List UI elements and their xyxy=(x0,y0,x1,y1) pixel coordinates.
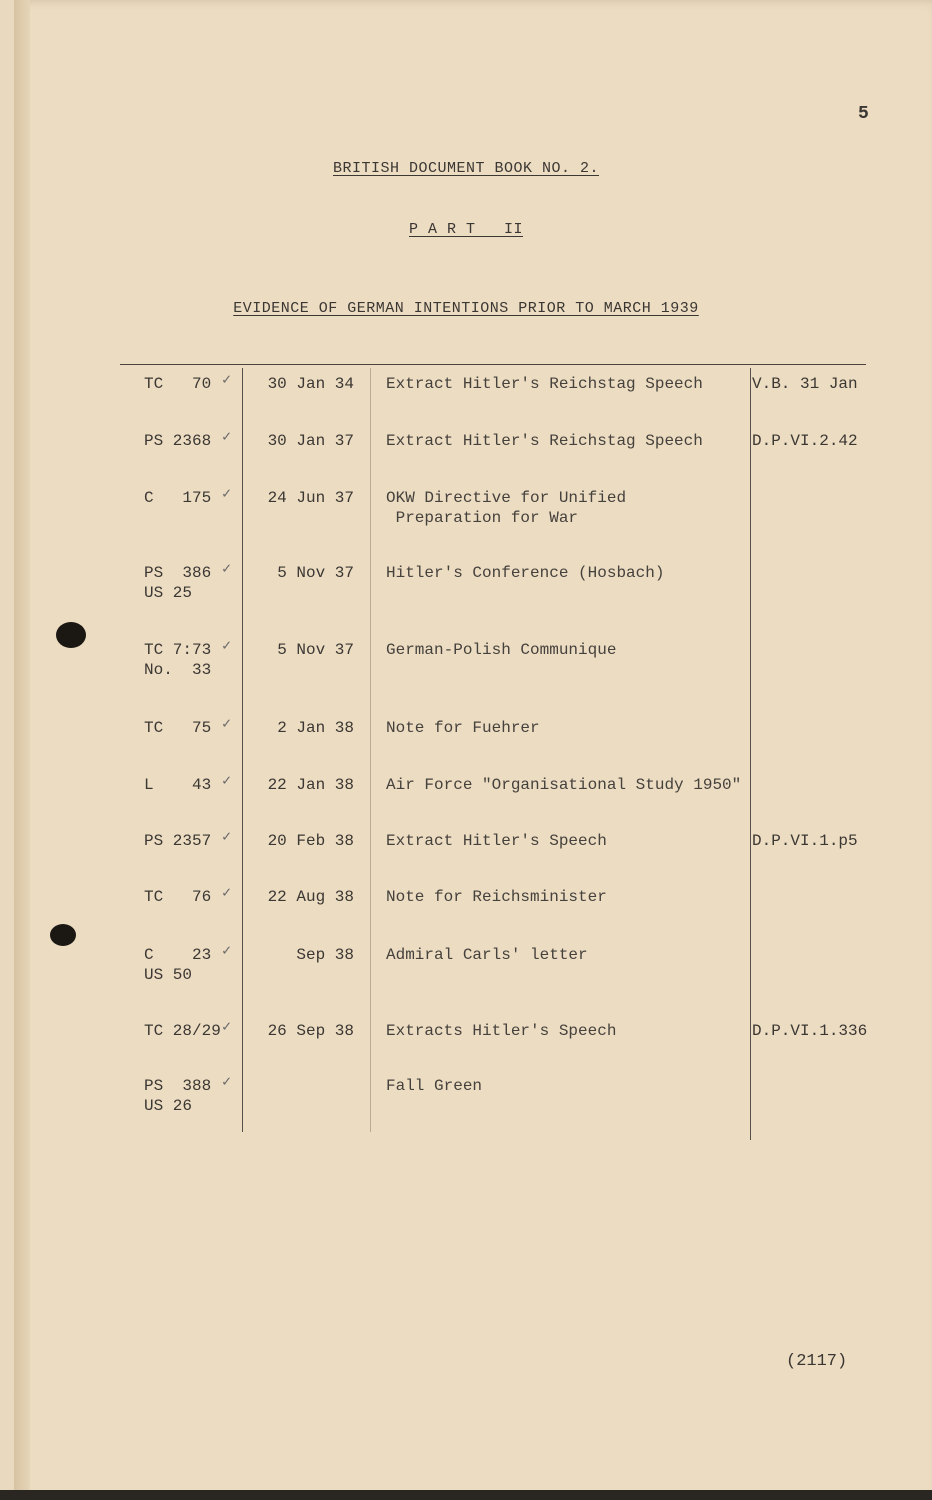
column-divider-ref xyxy=(242,368,243,1132)
check-mark-icon: ✓ xyxy=(222,429,232,446)
row-ref-line: PS 388 xyxy=(144,1077,212,1095)
row-ref-line: PS 2357 xyxy=(144,832,212,850)
row-date xyxy=(254,374,354,394)
row-desc xyxy=(386,374,746,394)
row-desc xyxy=(386,831,746,851)
row-src-line: V.B. 31 Jan xyxy=(752,375,858,393)
check-mark-icon: ✓ xyxy=(222,561,232,578)
row-ref xyxy=(144,374,220,394)
row-desc-line: Note for Reichsminister xyxy=(386,888,607,906)
row-date xyxy=(254,431,354,451)
row-ref xyxy=(144,488,220,508)
row-ref-line: C 175 xyxy=(144,489,212,507)
row-ref xyxy=(144,775,220,795)
row-ref-line: PS 386 xyxy=(144,564,212,582)
row-date xyxy=(254,831,354,851)
row-desc xyxy=(386,640,746,660)
row-src-line: D.P.VI.1.p5 xyxy=(752,832,858,850)
check-mark-icon: ✓ xyxy=(222,638,232,655)
row-desc-line: Extracts Hitler's Speech xyxy=(386,1022,617,1040)
row-src xyxy=(752,1021,872,1041)
row-desc-line: Extract Hitler's Reichstag Speech xyxy=(386,375,703,393)
part-heading xyxy=(0,221,932,238)
row-ref-line: TC 7:73 xyxy=(144,641,212,659)
row-ref-line: TC 70 xyxy=(144,375,212,393)
row-ref-line: TC 75 xyxy=(144,719,212,737)
check-mark-icon: ✓ xyxy=(222,829,232,846)
row-desc-line: German-Polish Communique xyxy=(386,641,617,659)
row-date xyxy=(254,775,354,795)
row-date-line: 24 Jun 37 xyxy=(267,489,354,507)
row-src xyxy=(752,431,872,451)
row-src-line: D.P.VI.1.336 xyxy=(752,1022,868,1040)
check-mark-icon: ✓ xyxy=(222,716,232,733)
row-ref xyxy=(144,1021,220,1041)
check-mark-icon: ✓ xyxy=(222,885,232,902)
document-title xyxy=(0,160,932,177)
row-date-line: 22 Aug 38 xyxy=(267,888,354,906)
row-ref xyxy=(144,563,220,603)
column-divider-date xyxy=(370,368,371,1132)
row-desc xyxy=(386,431,746,451)
row-desc-line: Air Force "Organisational Study 1950" xyxy=(386,776,742,794)
row-ref-line: C 23 xyxy=(144,946,212,964)
row-date-line: 5 Nov 37 xyxy=(277,564,354,582)
row-ref-line: US 50 xyxy=(144,966,193,984)
row-ref xyxy=(144,831,220,851)
row-date xyxy=(254,887,354,907)
row-date xyxy=(254,488,354,508)
row-desc-line: OKW Directive for Unified xyxy=(386,489,627,507)
check-mark-icon: ✓ xyxy=(222,773,232,790)
row-desc-line: Note for Fuehrer xyxy=(386,719,540,737)
row-date xyxy=(254,640,354,660)
punch-hole xyxy=(56,622,86,648)
column-divider-source xyxy=(750,368,751,1140)
row-desc xyxy=(386,1021,746,1041)
punch-hole xyxy=(50,924,76,946)
row-desc-line: Extract Hitler's Speech xyxy=(386,832,607,850)
corner-mark: 5 xyxy=(858,104,869,124)
row-ref xyxy=(144,887,220,907)
row-desc xyxy=(386,945,746,965)
table-top-rule xyxy=(120,364,866,365)
row-date-line: Sep 38 xyxy=(296,946,354,964)
row-desc-line: Extract Hitler's Reichstag Speech xyxy=(386,432,703,450)
page-number: (2117) xyxy=(786,1352,848,1371)
row-ref xyxy=(144,431,220,451)
part-heading-text: P A R T II xyxy=(408,221,524,238)
row-ref-line: No. 33 xyxy=(144,661,212,679)
row-date xyxy=(254,1021,354,1041)
row-date xyxy=(254,718,354,738)
row-date-line: 22 Jan 38 xyxy=(267,776,354,794)
row-desc xyxy=(386,563,746,583)
row-desc xyxy=(386,718,746,738)
row-date-line: 20 Feb 38 xyxy=(267,832,354,850)
row-ref-line: US 26 xyxy=(144,1097,193,1115)
row-ref xyxy=(144,640,220,680)
check-mark-icon: ✓ xyxy=(222,486,232,503)
row-ref-line: PS 2368 xyxy=(144,432,212,450)
row-date xyxy=(254,945,354,965)
document-subtitle-text: EVIDENCE OF GERMAN INTENTIONS PRIOR TO MARCH 1939 xyxy=(233,300,699,317)
row-ref xyxy=(144,945,220,985)
row-src-line: D.P.VI.2.42 xyxy=(752,432,858,450)
check-mark-icon: ✓ xyxy=(222,372,232,389)
check-mark-icon: ✓ xyxy=(222,1074,232,1091)
row-date xyxy=(254,563,354,583)
row-desc xyxy=(386,488,746,528)
check-mark-icon: ✓ xyxy=(222,1019,232,1036)
row-desc-line: Fall Green xyxy=(386,1077,483,1095)
row-desc-line: Preparation for War xyxy=(386,509,579,527)
row-ref-line: L 43 xyxy=(144,776,212,794)
row-ref xyxy=(144,718,220,738)
row-ref xyxy=(144,1076,220,1116)
row-desc xyxy=(386,775,746,795)
row-src xyxy=(752,831,872,851)
document-title-text: BRITISH DOCUMENT BOOK NO. 2. xyxy=(332,160,600,177)
document-subtitle xyxy=(0,300,932,317)
row-ref-line: US 25 xyxy=(144,584,193,602)
row-date-line: 30 Jan 37 xyxy=(267,432,354,450)
row-desc xyxy=(386,1076,746,1096)
row-date-line: 30 Jan 34 xyxy=(267,375,354,393)
row-src xyxy=(752,374,872,394)
row-date-line: 2 Jan 38 xyxy=(277,719,354,737)
row-date-line: 5 Nov 37 xyxy=(277,641,354,659)
check-mark-icon: ✓ xyxy=(222,943,232,960)
row-desc-line: Hitler's Conference (Hosbach) xyxy=(386,564,665,582)
row-ref-line: TC 28/29 xyxy=(144,1022,221,1040)
row-ref-line: TC 76 xyxy=(144,888,212,906)
row-desc-line: Admiral Carls' letter xyxy=(386,946,588,964)
row-desc xyxy=(386,887,746,907)
scan-border xyxy=(0,1490,932,1500)
row-date-line: 26 Sep 38 xyxy=(267,1022,354,1040)
